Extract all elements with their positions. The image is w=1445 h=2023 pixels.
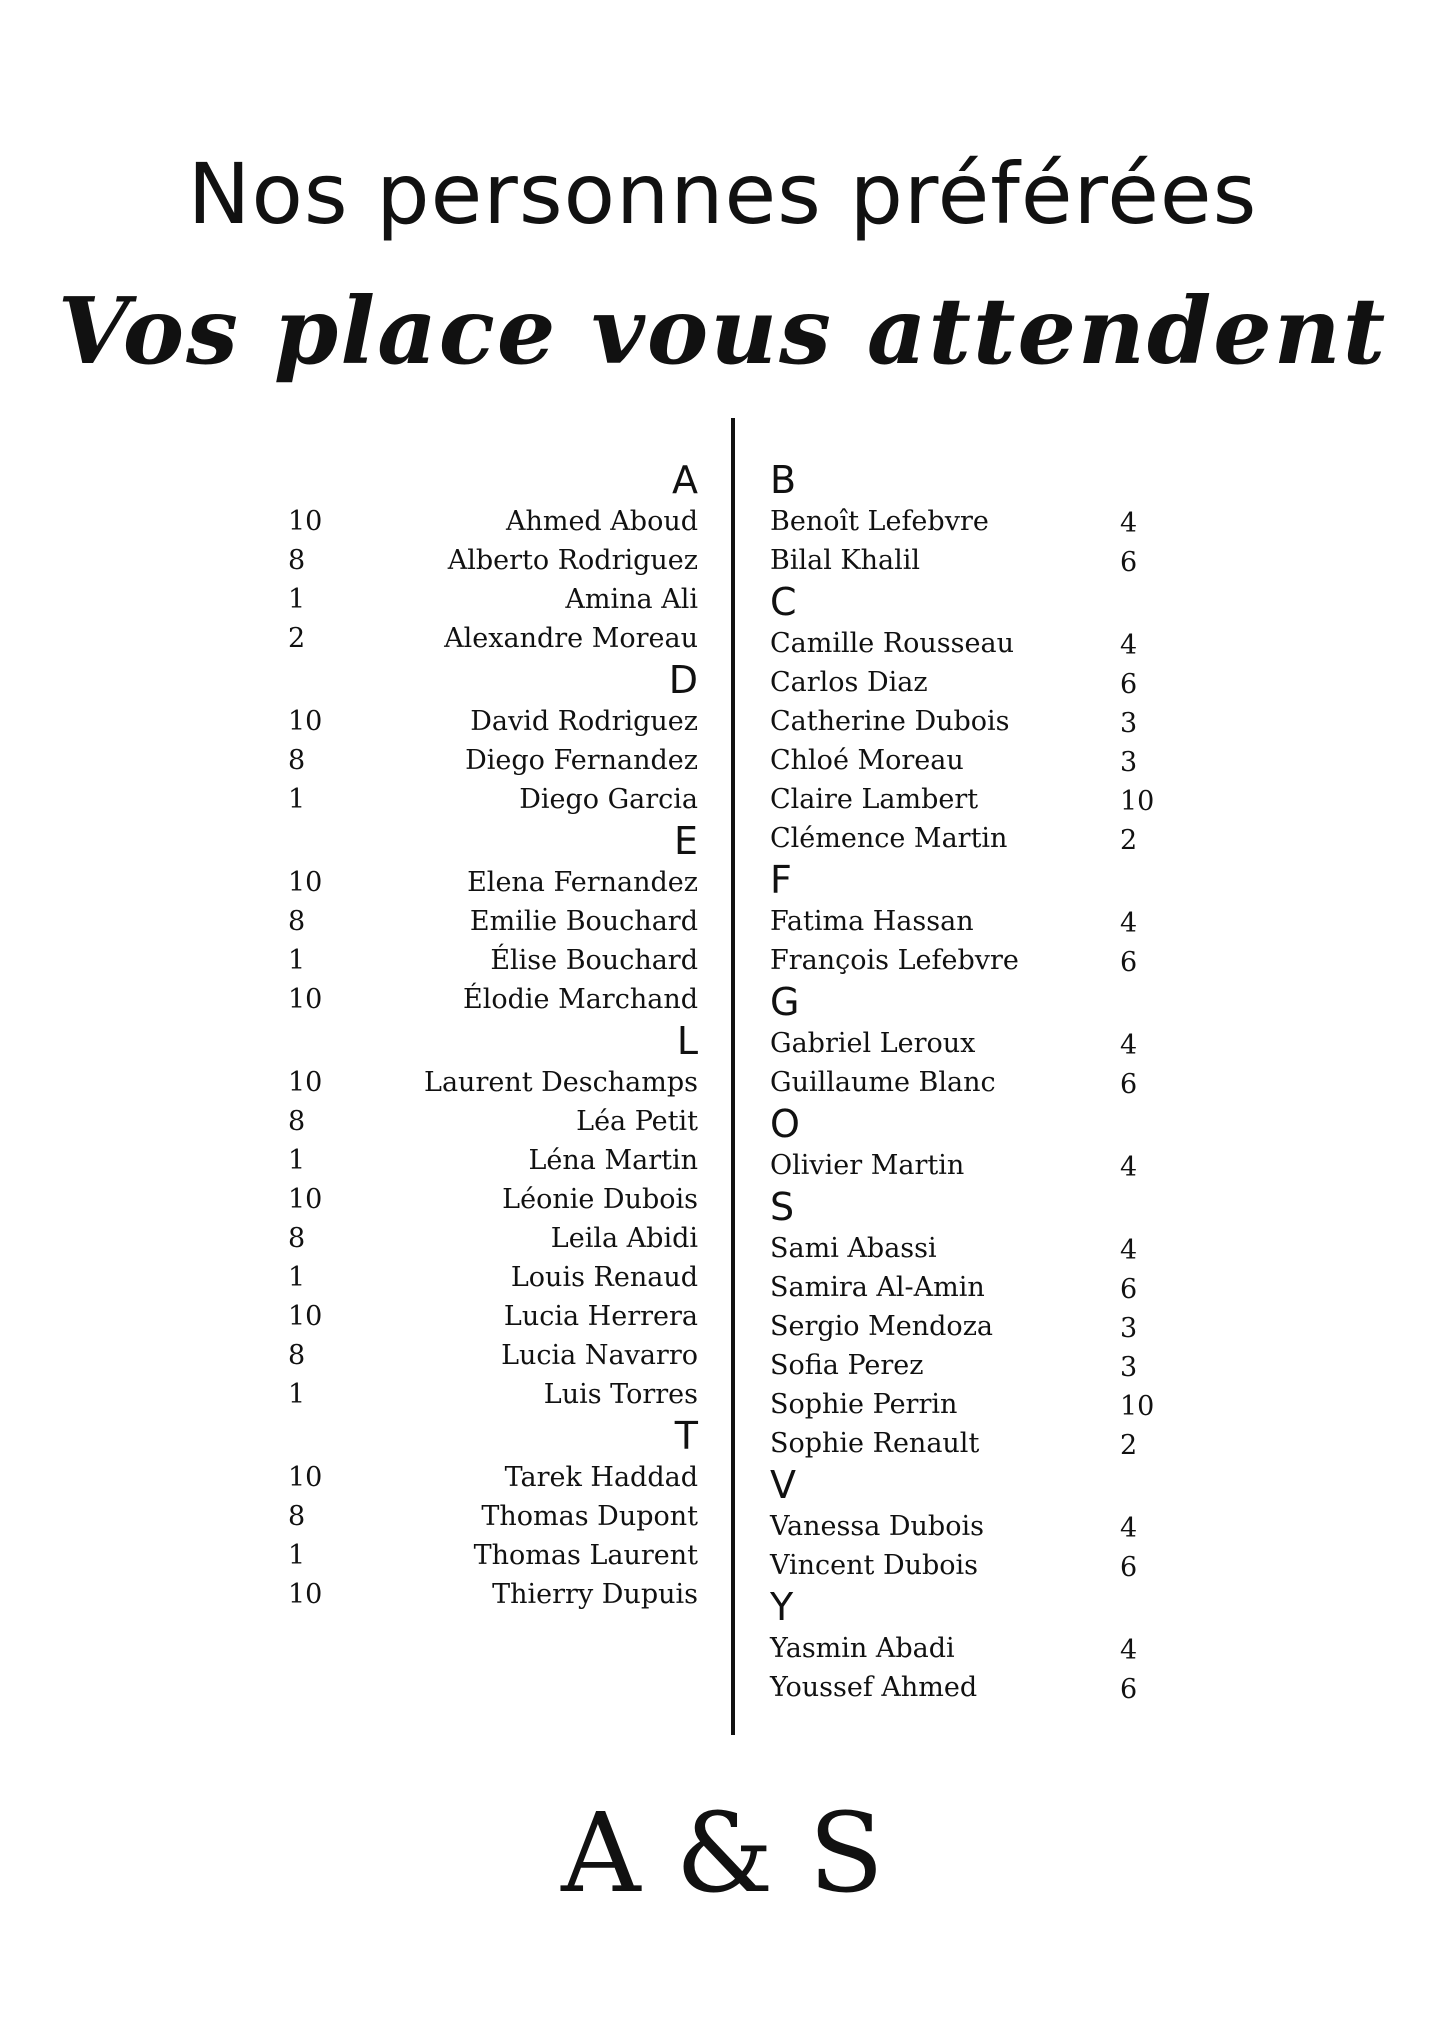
guest-row <box>288 1180 698 1219</box>
table-number: 10 <box>288 1184 323 1215</box>
table-number: 8 <box>288 906 306 937</box>
table-number: 8 <box>288 1223 306 1254</box>
guest-row <box>288 1297 698 1336</box>
letter-group-e <box>288 819 698 1019</box>
guest-name: Samira Al-Amin <box>770 1272 985 1303</box>
guest-row <box>288 1575 698 1614</box>
guest-name: Léna Martin <box>528 1145 698 1176</box>
guest-name: Claire Lambert <box>770 784 979 815</box>
guest-name: Thierry Dupuis <box>492 1579 698 1610</box>
guest-row <box>288 541 698 580</box>
guest-row <box>288 1536 698 1575</box>
guest-row <box>288 1458 698 1497</box>
table-number: 4 <box>1120 508 1138 539</box>
letter-group-c <box>770 580 1170 858</box>
table-number: 1 <box>288 584 306 615</box>
letter-group-y <box>770 1585 1170 1707</box>
table-number: 6 <box>1120 547 1138 578</box>
right-guest-column <box>770 458 1170 1707</box>
guest-row <box>288 1063 698 1102</box>
table-number: 10 <box>288 506 323 537</box>
guest-row <box>288 1375 698 1414</box>
guest-name: Léa Petit <box>576 1106 698 1137</box>
guest-name: Lucia Navarro <box>501 1340 698 1371</box>
guest-name: Gabriel Leroux <box>770 1028 976 1059</box>
guest-name: Thomas Laurent <box>473 1540 698 1571</box>
guest-name: Carlos Diaz <box>770 667 928 698</box>
guest-name: Laurent Deschamps <box>424 1067 698 1098</box>
guest-name: Benoît Lefebvre <box>770 506 989 537</box>
guest-name: Fatima Hassan <box>770 906 974 937</box>
column-divider <box>731 418 735 1735</box>
table-number: 2 <box>288 623 306 654</box>
guest-name: Sophie Renault <box>770 1428 980 1459</box>
guest-row <box>288 1219 698 1258</box>
table-number: 1 <box>288 1379 306 1410</box>
guest-name: Chloé Moreau <box>770 745 964 776</box>
guest-row <box>288 502 698 541</box>
guest-name: Élise Bouchard <box>490 945 698 976</box>
section-letter: F <box>770 858 792 902</box>
guest-row <box>770 941 1170 980</box>
letter-group-a <box>288 458 698 658</box>
guest-row <box>770 819 1170 858</box>
guest-row <box>288 1336 698 1375</box>
table-number: 10 <box>288 984 323 1015</box>
guest-name: Diego Garcia <box>519 784 698 815</box>
guest-row <box>770 663 1170 702</box>
guest-row <box>770 1546 1170 1585</box>
table-number: 6 <box>1120 1069 1138 1100</box>
left-guest-column <box>288 458 698 1614</box>
section-letter: S <box>770 1185 795 1229</box>
guest-row <box>288 941 698 980</box>
section-letter: B <box>770 458 797 502</box>
table-number: 1 <box>288 1262 306 1293</box>
guest-row <box>770 780 1170 819</box>
guest-name: Vanessa Dubois <box>770 1511 984 1542</box>
guest-row <box>770 741 1170 780</box>
section-letter: D <box>668 658 698 702</box>
guest-name: Diego Fernandez <box>465 745 698 776</box>
guest-name: Bilal Khalil <box>770 545 920 576</box>
table-number: 10 <box>1120 786 1155 817</box>
guest-name: Sofia Perez <box>770 1350 924 1381</box>
guest-row <box>770 702 1170 741</box>
table-number: 10 <box>1120 1391 1155 1422</box>
table-number: 3 <box>1120 1313 1138 1344</box>
guest-row <box>288 902 698 941</box>
table-number: 4 <box>1120 630 1138 661</box>
table-number: 6 <box>1120 669 1138 700</box>
table-number: 8 <box>288 1501 306 1532</box>
table-number: 4 <box>1120 1030 1138 1061</box>
guest-name: Tarek Haddad <box>504 1462 698 1493</box>
guest-row <box>288 780 698 819</box>
guest-name: Louis Renaud <box>510 1262 698 1293</box>
table-number: 4 <box>1120 908 1138 939</box>
guest-name: Emilie Bouchard <box>469 906 698 937</box>
guest-row <box>288 741 698 780</box>
guest-row <box>770 1385 1170 1424</box>
guest-name: Guillaume Blanc <box>770 1067 996 1098</box>
table-number: 1 <box>288 784 306 815</box>
section-letter: E <box>673 819 698 863</box>
table-number: 3 <box>1120 747 1138 778</box>
table-number: 1 <box>288 1145 306 1176</box>
section-letter: T <box>674 1414 698 1458</box>
guest-name: Lucia Herrera <box>503 1301 698 1332</box>
guest-row <box>770 1268 1170 1307</box>
guest-row <box>770 502 1170 541</box>
page-title: Nos personnes préférées <box>187 145 1258 243</box>
guest-name: Sami Abassi <box>770 1233 937 1264</box>
guest-name: Alberto Rodriguez <box>447 545 698 576</box>
guest-name: Alexandre Moreau <box>444 623 698 654</box>
guest-row <box>770 1346 1170 1385</box>
table-number: 2 <box>1120 1430 1138 1461</box>
table-number: 8 <box>288 1340 306 1371</box>
guest-row <box>288 863 698 902</box>
letter-group-d <box>288 658 698 819</box>
guest-name: Yasmin Abadi <box>770 1633 955 1664</box>
couple-initials: A & S <box>561 1789 884 1917</box>
table-number: 4 <box>1120 1513 1138 1544</box>
guest-row <box>770 541 1170 580</box>
letter-group-b <box>770 458 1170 580</box>
letter-group-v <box>770 1463 1170 1585</box>
table-number: 8 <box>288 545 306 576</box>
table-number: 6 <box>1120 1274 1138 1305</box>
table-number: 4 <box>1120 1152 1138 1183</box>
guest-row <box>288 980 698 1019</box>
guest-name: Thomas Dupont <box>481 1501 698 1532</box>
guest-row <box>770 1507 1170 1546</box>
table-number: 10 <box>288 1067 323 1098</box>
letter-group-s <box>770 1185 1170 1463</box>
guest-name: Olivier Martin <box>770 1150 965 1181</box>
section-letter: G <box>770 980 800 1024</box>
table-number: 10 <box>288 1462 323 1493</box>
table-number: 2 <box>1120 825 1138 856</box>
guest-name: Camille Rousseau <box>770 628 1014 659</box>
section-letter: Y <box>770 1585 794 1629</box>
table-number: 6 <box>1120 947 1138 978</box>
guest-row <box>770 1424 1170 1463</box>
guest-name: David Rodriguez <box>470 706 698 737</box>
table-number: 8 <box>288 745 306 776</box>
table-number: 4 <box>1120 1235 1138 1266</box>
guest-row <box>770 1307 1170 1346</box>
table-number: 3 <box>1120 708 1138 739</box>
table-number: 6 <box>1120 1674 1138 1705</box>
table-number: 1 <box>288 945 306 976</box>
guest-row <box>770 1063 1170 1102</box>
page-subtitle: Vos place vous attendent <box>57 277 1388 385</box>
guest-row <box>288 1497 698 1536</box>
guest-row <box>770 1146 1170 1185</box>
table-number: 10 <box>288 706 323 737</box>
table-number: 4 <box>1120 1635 1138 1666</box>
guest-name: Leila Abidi <box>550 1223 698 1254</box>
letter-group-t <box>288 1414 698 1614</box>
table-number: 3 <box>1120 1352 1138 1383</box>
guest-row <box>770 1229 1170 1268</box>
guest-row <box>288 619 698 658</box>
guest-name: Catherine Dubois <box>770 706 1010 737</box>
table-number: 8 <box>288 1106 306 1137</box>
guest-row <box>770 902 1170 941</box>
letter-group-g <box>770 980 1170 1102</box>
table-number: 10 <box>288 1579 323 1610</box>
letter-group-l <box>288 1019 698 1414</box>
guest-row <box>288 702 698 741</box>
guest-name: Léonie Dubois <box>502 1184 698 1215</box>
guest-row <box>770 1629 1170 1668</box>
guest-name: François Lefebvre <box>770 945 1019 976</box>
section-letter: C <box>770 580 797 624</box>
guest-row <box>770 1668 1170 1707</box>
guest-name: Sophie Perrin <box>770 1389 958 1420</box>
guest-name: Youssef Ahmed <box>770 1672 978 1703</box>
guest-name: Amina Ali <box>565 584 698 615</box>
guest-row <box>288 1102 698 1141</box>
guest-row <box>770 1024 1170 1063</box>
letter-group-o <box>770 1102 1170 1185</box>
table-number: 6 <box>1120 1552 1138 1583</box>
guest-row <box>770 624 1170 663</box>
guest-row <box>288 1141 698 1180</box>
guest-row <box>288 580 698 619</box>
guest-name: Luis Torres <box>543 1379 698 1410</box>
guest-name: Élodie Marchand <box>462 984 698 1015</box>
letter-group-f <box>770 858 1170 980</box>
table-number: 1 <box>288 1540 306 1571</box>
guest-row <box>288 1258 698 1297</box>
section-letter: V <box>770 1463 796 1507</box>
table-number: 10 <box>288 867 323 898</box>
guest-name: Vincent Dubois <box>770 1550 979 1581</box>
section-letter: L <box>676 1019 698 1063</box>
guest-name: Sergio Mendoza <box>770 1311 994 1342</box>
guest-name: Elena Fernandez <box>467 867 698 898</box>
section-letter: A <box>672 458 698 502</box>
section-letter: O <box>770 1102 800 1146</box>
guest-name: Ahmed Aboud <box>505 506 698 537</box>
table-number: 10 <box>288 1301 323 1332</box>
guest-name: Clémence Martin <box>770 823 1008 854</box>
